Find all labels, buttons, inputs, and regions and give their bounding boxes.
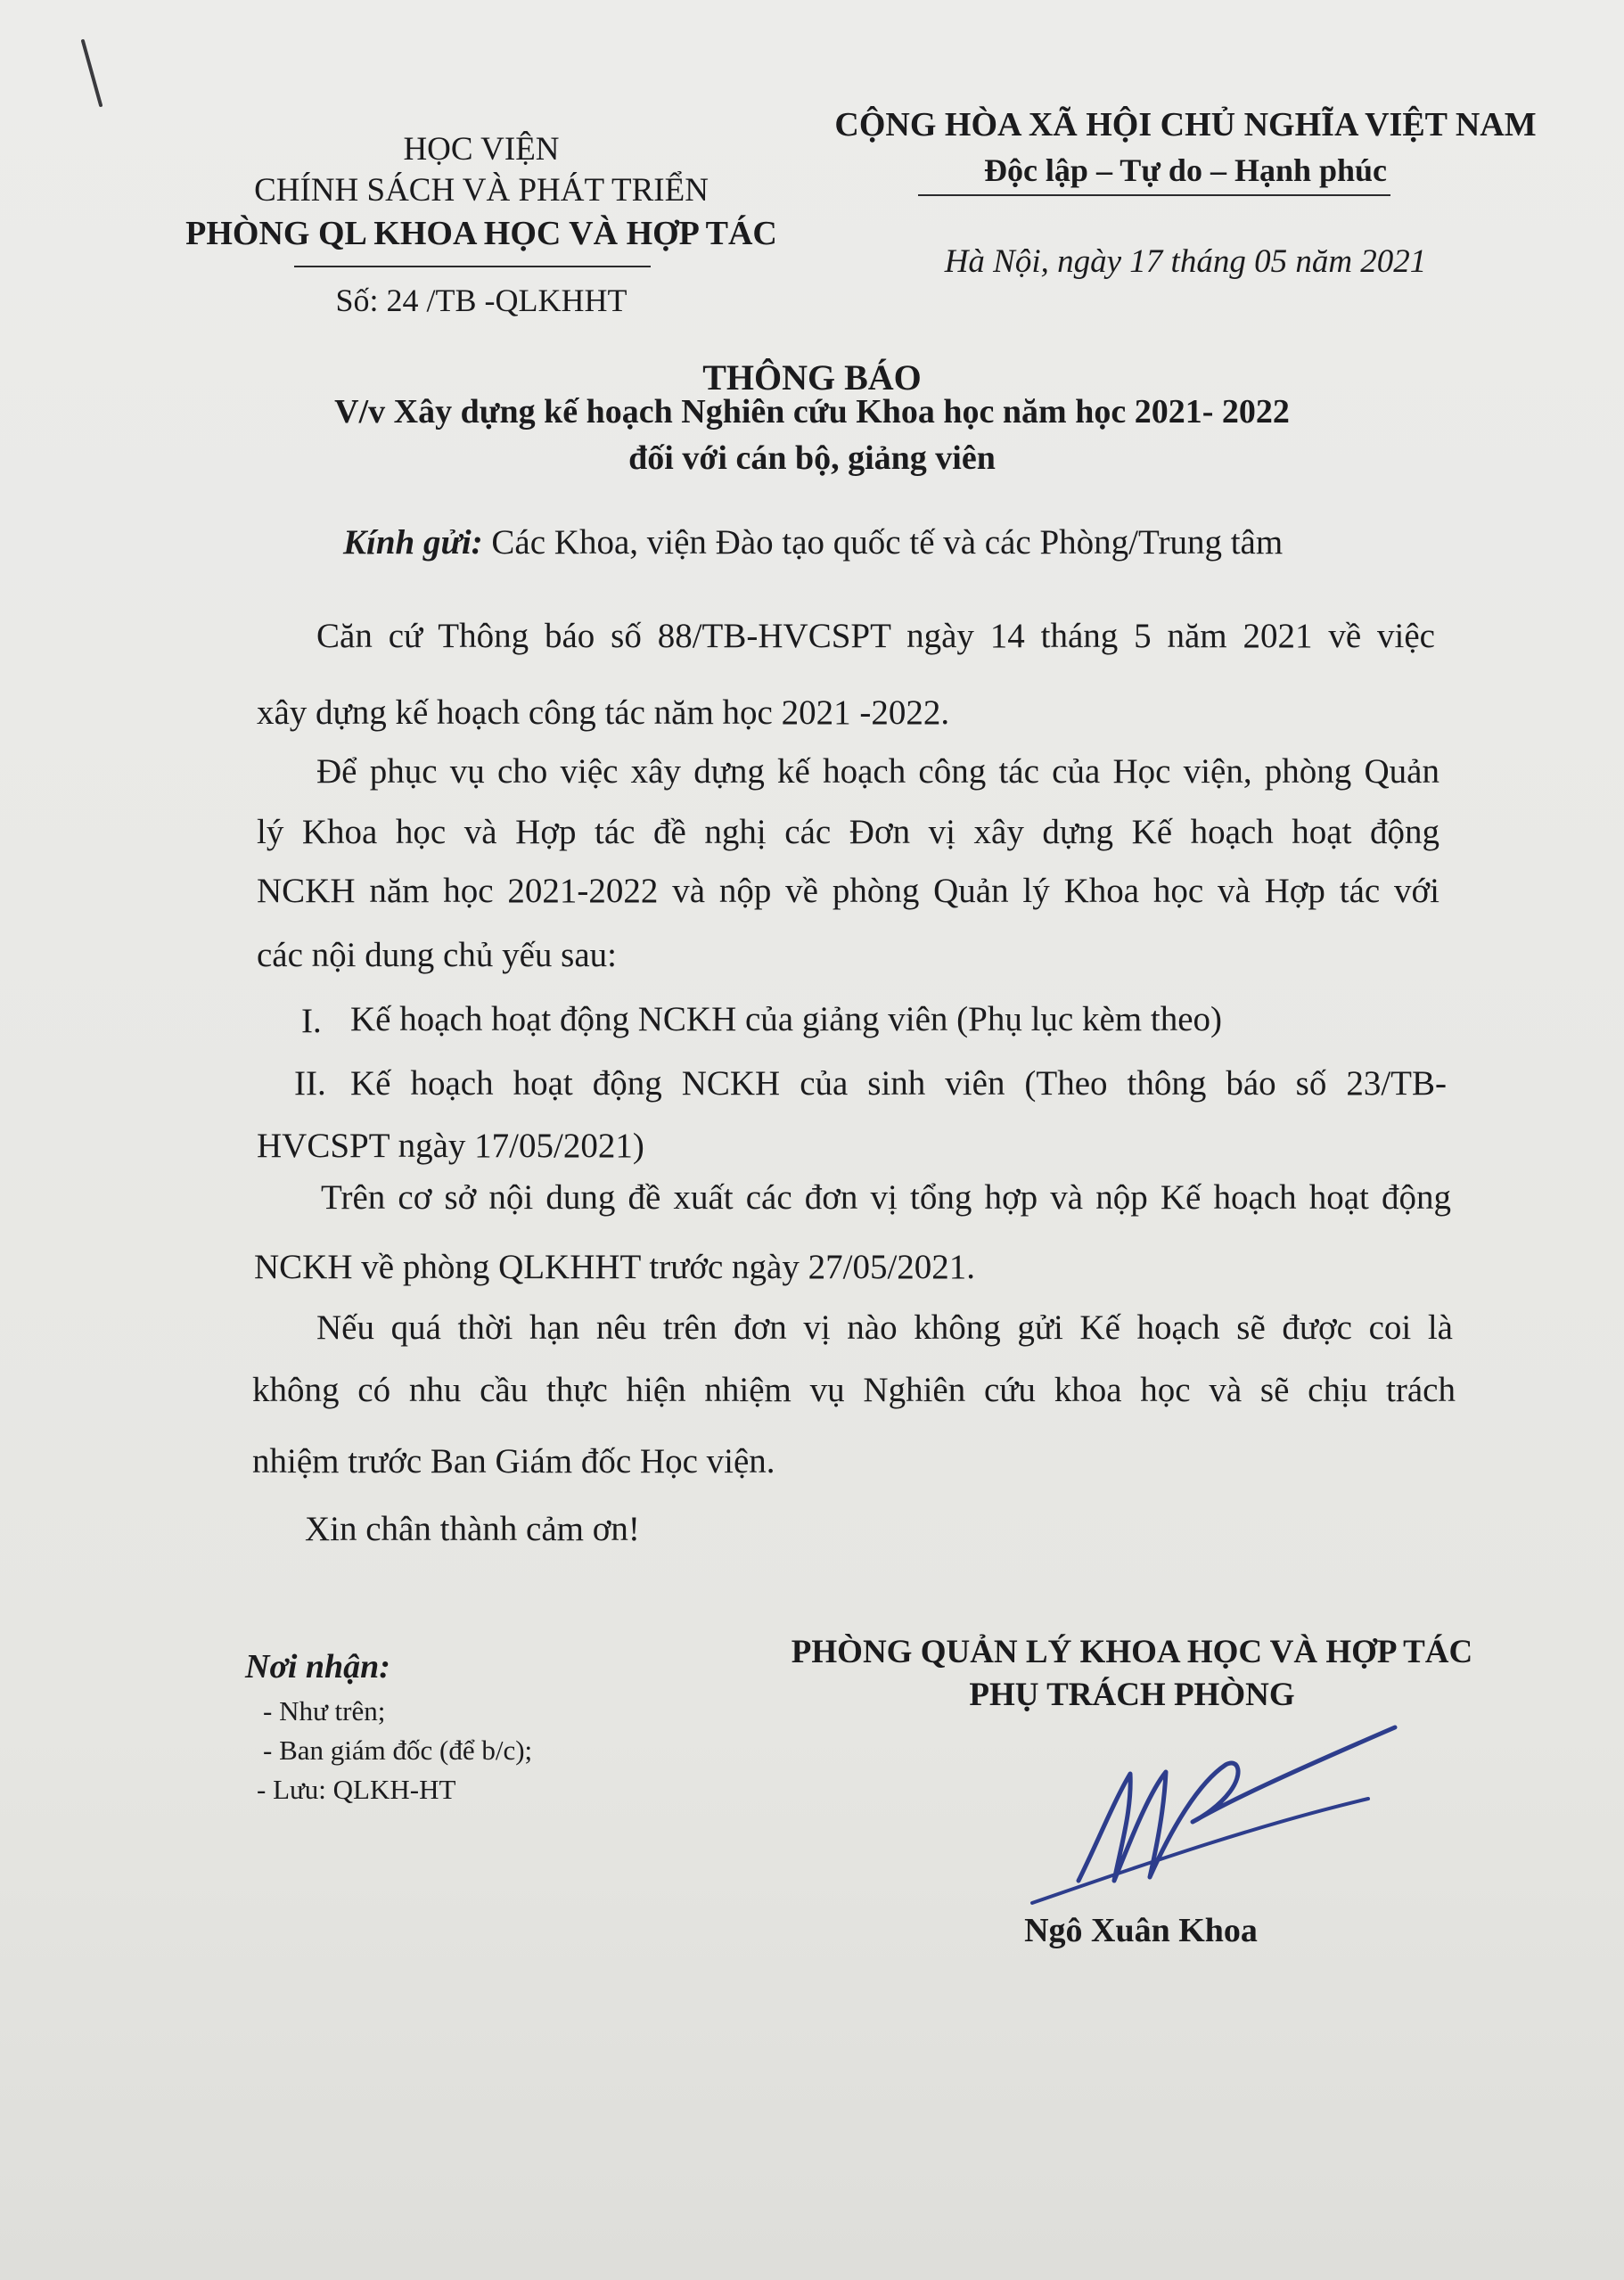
paragraph-1-line-1: Căn cứ Thông báo số 88/TB-HVCSPT ngày 14 tháng 5 năm 2021 về việc: [316, 617, 1435, 655]
document-subject-line2: đối với cán bộ, giảng viên: [628, 439, 996, 477]
document-number: Số: 24 /TB -QLKHHT: [335, 283, 627, 318]
list-item-2-number: II.: [294, 1064, 326, 1103]
paragraph-4-line-1: Nếu quá thời hạn nêu trên đơn vị nào không gửi Kế hoạch sẽ được coi là: [316, 1308, 1453, 1347]
signatory-name: Ngô Xuân Khoa: [1024, 1912, 1258, 1949]
recipient-line: [343, 522, 1283, 562]
pen-mark: [76, 36, 111, 116]
recipient-label: Kính gửi:: [343, 523, 483, 562]
document-subject-line1: V/v Xây dựng kế hoạch Nghiên cứu Khoa học năm học 2021- 2022: [334, 393, 1290, 431]
institution-name: HỌC VIỆN: [403, 131, 560, 168]
paragraph-4-line-2: không có nhu cầu thực hiện nhiệm vụ Nghiên cứu khoa học và sẽ chịu trách: [252, 1371, 1456, 1409]
handwritten-signature: [1016, 1720, 1408, 1925]
document-date: Hà Nội, ngày 17 tháng 05 năm 2021: [944, 243, 1427, 280]
document-title: THÔNG BÁO: [702, 357, 922, 398]
header-left-rule: [294, 266, 651, 267]
paragraph-2-line-2: lý Khoa học và Hợp tác đề nghị các Đơn vị xây dựng Kế hoạch hoạt động: [257, 813, 1439, 851]
department-name: PHÒNG QL KHOA HỌC VÀ HỢP TÁC: [185, 215, 777, 252]
paragraph-2-line-1: Để phục vụ cho việc xây dựng kế hoạch công tác của Học viện, phòng Quản: [316, 752, 1439, 791]
paragraph-3-line-2: NCKH về phòng QLKHHT trước ngày 27/05/2021.: [254, 1248, 976, 1286]
list-item-1-number: I.: [301, 1002, 322, 1040]
paragraph-4-line-3: nhiệm trước Ban Giám đốc Học viện.: [252, 1442, 775, 1480]
paragraph-3-line-1: Trên cơ sở nội dung đề xuất các đơn vị tổng hợp và nộp Kế hoạch hoạt động: [321, 1178, 1451, 1217]
national-title: CỘNG HÒA XÃ HỘI CHỦ NGHĨA VIỆT NAM: [834, 106, 1537, 144]
recipient-item-1: - Như trên;: [263, 1695, 386, 1726]
recipient-item-2: - Ban giám đốc (để b/c);: [263, 1735, 533, 1766]
signature-role: PHỤ TRÁCH PHÒNG: [969, 1677, 1295, 1713]
recipient-text: Các Khoa, viện Đào tạo quốc tế và các Phòng/Trung tâm: [482, 523, 1284, 562]
recipients-label: Nơi nhận:: [245, 1648, 390, 1685]
signature-organization: PHÒNG QUẢN LÝ KHOA HỌC VÀ HỢP TÁC: [791, 1634, 1473, 1670]
national-motto: Độc lập – Tự do – Hạnh phúc: [983, 152, 1388, 188]
paragraph-2-line-4: các nội dung chủ yếu sau:: [257, 936, 617, 974]
institution-fullname: CHÍNH SÁCH VÀ PHÁT TRIỂN: [254, 172, 709, 209]
list-item-2-text: Kế hoạch hoạt động NCKH của sinh viên (Theo thông báo số 23/TB-: [350, 1064, 1447, 1103]
paragraph-2-line-3: NCKH năm học 2021-2022 và nộp về phòng Quản lý Khoa học và Hợp tác với: [257, 872, 1439, 910]
header-right-rule: [918, 194, 1390, 196]
recipient-item-3: - Lưu: QLKH-HT: [257, 1774, 456, 1805]
list-item-1-text: Kế hoạch hoạt động NCKH của giảng viên (Phụ lục kèm theo): [350, 1000, 1223, 1038]
closing-thanks: Xin chân thành cảm ơn!: [305, 1510, 640, 1548]
paragraph-1-line-2: xây dựng kế hoạch công tác năm học 2021 -2022.: [257, 693, 950, 732]
list-item-2-line-2: HVCSPT ngày 17/05/2021): [257, 1127, 644, 1165]
